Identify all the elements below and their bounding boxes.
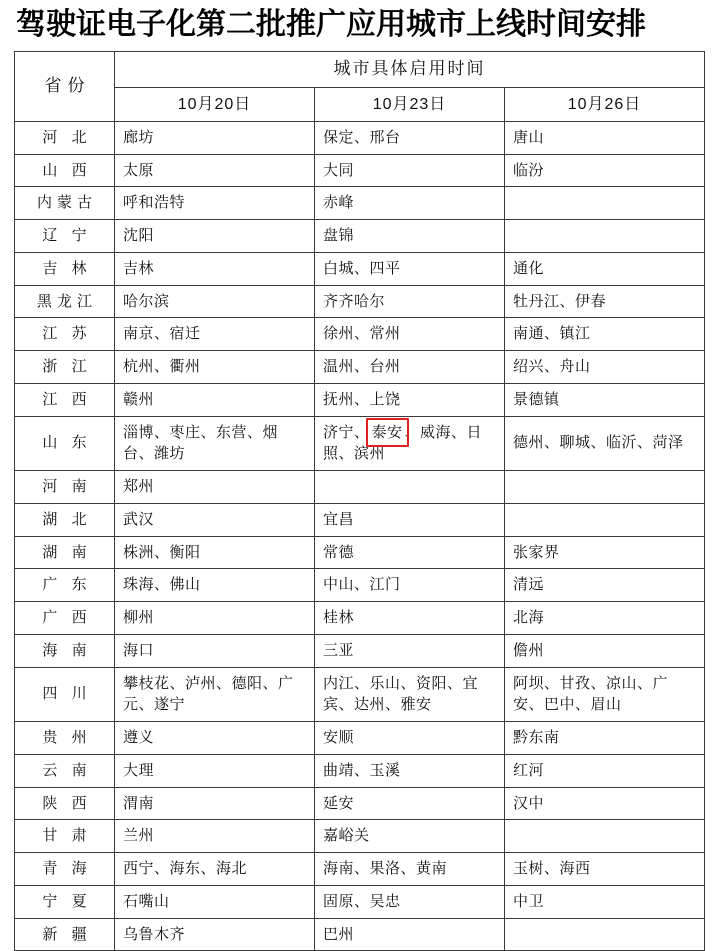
- table-row: [15, 853, 705, 886]
- province-cell: 河 北: [15, 121, 115, 154]
- cities-cell: 内江、乐山、资阳、宜宾、达州、雅安: [315, 667, 505, 722]
- cities-cell: 海口: [115, 634, 315, 667]
- table-row: [15, 536, 705, 569]
- table-row: [15, 569, 705, 602]
- cities-cell: 温州、台州: [315, 351, 505, 384]
- table-row: [15, 602, 705, 635]
- cities-cell: 海南、果洛、黄南: [315, 853, 505, 886]
- cities-cell: 中卫: [505, 885, 705, 918]
- table-row: [15, 820, 705, 853]
- province-cell: 新 疆: [15, 918, 115, 951]
- cities-cell: 北海: [505, 602, 705, 635]
- column-header-date-1: 10月20日: [115, 87, 315, 121]
- table-row: [15, 252, 705, 285]
- cities-cell: 固原、吴忠: [315, 885, 505, 918]
- province-cell: 广 东: [15, 569, 115, 602]
- table-row: [15, 318, 705, 351]
- cities-cell: 景德镇: [505, 383, 705, 416]
- cities-cell: 遵义: [115, 722, 315, 755]
- table-row: [15, 634, 705, 667]
- province-cell: 湖 南: [15, 536, 115, 569]
- table-header: [15, 52, 705, 122]
- cities-cell: 淄博、枣庄、东营、烟台、潍坊: [115, 416, 315, 471]
- cities-cell: 济宁、 泰安 、威海、日照、滨州: [315, 416, 505, 471]
- province-cell: 陕 西: [15, 787, 115, 820]
- cities-cell: 白城、四平: [315, 252, 505, 285]
- cities-cell: 延安: [315, 787, 505, 820]
- table-row: [15, 471, 705, 504]
- cities-cell: 大同: [315, 154, 505, 187]
- cities-cell: [505, 471, 705, 504]
- schedule-table: [14, 51, 705, 951]
- cities-cell: 保定、邢台: [315, 121, 505, 154]
- cities-cell: 德州、聊城、临沂、菏泽: [505, 416, 705, 471]
- province-cell: 黑龙江: [15, 285, 115, 318]
- table-row: [15, 667, 705, 722]
- cities-cell: 嘉峪关: [315, 820, 505, 853]
- province-cell: 广 西: [15, 602, 115, 635]
- table-row: [15, 121, 705, 154]
- cities-cell: 汉中: [505, 787, 705, 820]
- cities-cell: 武汉: [115, 503, 315, 536]
- cities-cell: 绍兴、舟山: [505, 351, 705, 384]
- page-title: 驾驶证电子化第二批推广应用城市上线时间安排: [16, 8, 646, 41]
- cities-cell: 曲靖、玉溪: [315, 754, 505, 787]
- column-header-date-2: 10月23日: [315, 87, 505, 121]
- province-cell: 湖 北: [15, 503, 115, 536]
- column-header-group: 城市具体启用时间: [115, 52, 705, 88]
- cities-cell: 赣州: [115, 383, 315, 416]
- cities-cell: [505, 220, 705, 253]
- table-row: [15, 285, 705, 318]
- province-cell: 山 东: [15, 416, 115, 471]
- province-cell: 贵 州: [15, 722, 115, 755]
- province-cell: 江 苏: [15, 318, 115, 351]
- cities-cell: 株洲、衡阳: [115, 536, 315, 569]
- cities-cell: 兰州: [115, 820, 315, 853]
- cities-cell: 珠海、佛山: [115, 569, 315, 602]
- cities-cell: 乌鲁木齐: [115, 918, 315, 951]
- cities-cell: 廊坊: [115, 121, 315, 154]
- cities-cell: 三亚: [315, 634, 505, 667]
- cities-cell: 赤峰: [315, 187, 505, 220]
- table-row: [15, 351, 705, 384]
- table-row: [15, 918, 705, 951]
- province-cell: 河 南: [15, 471, 115, 504]
- cities-cell: 哈尔滨: [115, 285, 315, 318]
- cities-cell: 通化: [505, 252, 705, 285]
- column-header-date-3: 10月26日: [505, 87, 705, 121]
- table-row: [15, 220, 705, 253]
- province-cell: 四 川: [15, 667, 115, 722]
- cities-cell: 抚州、上饶: [315, 383, 505, 416]
- province-cell: 浙 江: [15, 351, 115, 384]
- cities-cell: 齐齐哈尔: [315, 285, 505, 318]
- cities-cell: 黔东南: [505, 722, 705, 755]
- table-row: [15, 722, 705, 755]
- cities-cell: 渭南: [115, 787, 315, 820]
- cities-cell: 南通、镇江: [505, 318, 705, 351]
- cities-cell: 柳州: [115, 602, 315, 635]
- table-body: [15, 121, 705, 951]
- cities-cell: [505, 820, 705, 853]
- cities-cell: [505, 503, 705, 536]
- table-row: [15, 885, 705, 918]
- table-row: [15, 154, 705, 187]
- cities-cell: 太原: [115, 154, 315, 187]
- cities-cell: 安顺: [315, 722, 505, 755]
- cities-cell: 玉树、海西: [505, 853, 705, 886]
- province-cell: 江 西: [15, 383, 115, 416]
- cities-cell: 呼和浩特: [115, 187, 315, 220]
- cities-cell: 攀枝花、泸州、德阳、广元、遂宁: [115, 667, 315, 722]
- cities-cell: 南京、宿迁: [115, 318, 315, 351]
- cities-cell: 常德: [315, 536, 505, 569]
- province-cell: 宁 夏: [15, 885, 115, 918]
- cities-cell: 沈阳: [115, 220, 315, 253]
- province-cell: 云 南: [15, 754, 115, 787]
- cities-cell: 大理: [115, 754, 315, 787]
- cities-cell: 唐山: [505, 121, 705, 154]
- cities-cell: 儋州: [505, 634, 705, 667]
- table-header-row-1: [15, 52, 705, 88]
- province-cell: 山 西: [15, 154, 115, 187]
- cities-cell: 红河: [505, 754, 705, 787]
- cities-cell: 石嘴山: [115, 885, 315, 918]
- table-header-row-2: [15, 87, 705, 121]
- cities-cell: 清远: [505, 569, 705, 602]
- cities-cell: 张家界: [505, 536, 705, 569]
- table-row: [15, 787, 705, 820]
- table-row: [15, 416, 705, 471]
- province-cell: 青 海: [15, 853, 115, 886]
- cities-cell: 西宁、海东、海北: [115, 853, 315, 886]
- cities-cell: 郑州: [115, 471, 315, 504]
- cities-cell: [315, 471, 505, 504]
- table-row: [15, 503, 705, 536]
- table-row: [15, 187, 705, 220]
- province-cell: 吉 林: [15, 252, 115, 285]
- cities-cell: 徐州、常州: [315, 318, 505, 351]
- cities-cell: 巴州: [315, 918, 505, 951]
- cities-cell: 宜昌: [315, 503, 505, 536]
- table-row: [15, 754, 705, 787]
- cities-cell: 桂林: [315, 602, 505, 635]
- cities-cell: 临汾: [505, 154, 705, 187]
- province-cell: 海 南: [15, 634, 115, 667]
- cities-cell: 吉林: [115, 252, 315, 285]
- cities-cell: [505, 918, 705, 951]
- cities-cell: 杭州、衢州: [115, 351, 315, 384]
- province-cell: 甘 肃: [15, 820, 115, 853]
- table-row: [15, 383, 705, 416]
- highlighted-city: 泰安: [370, 422, 405, 444]
- cities-cell: [505, 187, 705, 220]
- province-cell: 辽 宁: [15, 220, 115, 253]
- cities-cell: 牡丹江、伊春: [505, 285, 705, 318]
- province-cell: 内蒙古: [15, 187, 115, 220]
- cities-cell: 盘锦: [315, 220, 505, 253]
- cities-cell: 阿坝、甘孜、凉山、广安、巴中、眉山: [505, 667, 705, 722]
- column-header-province: 省份: [15, 52, 115, 122]
- cities-cell: 中山、江门: [315, 569, 505, 602]
